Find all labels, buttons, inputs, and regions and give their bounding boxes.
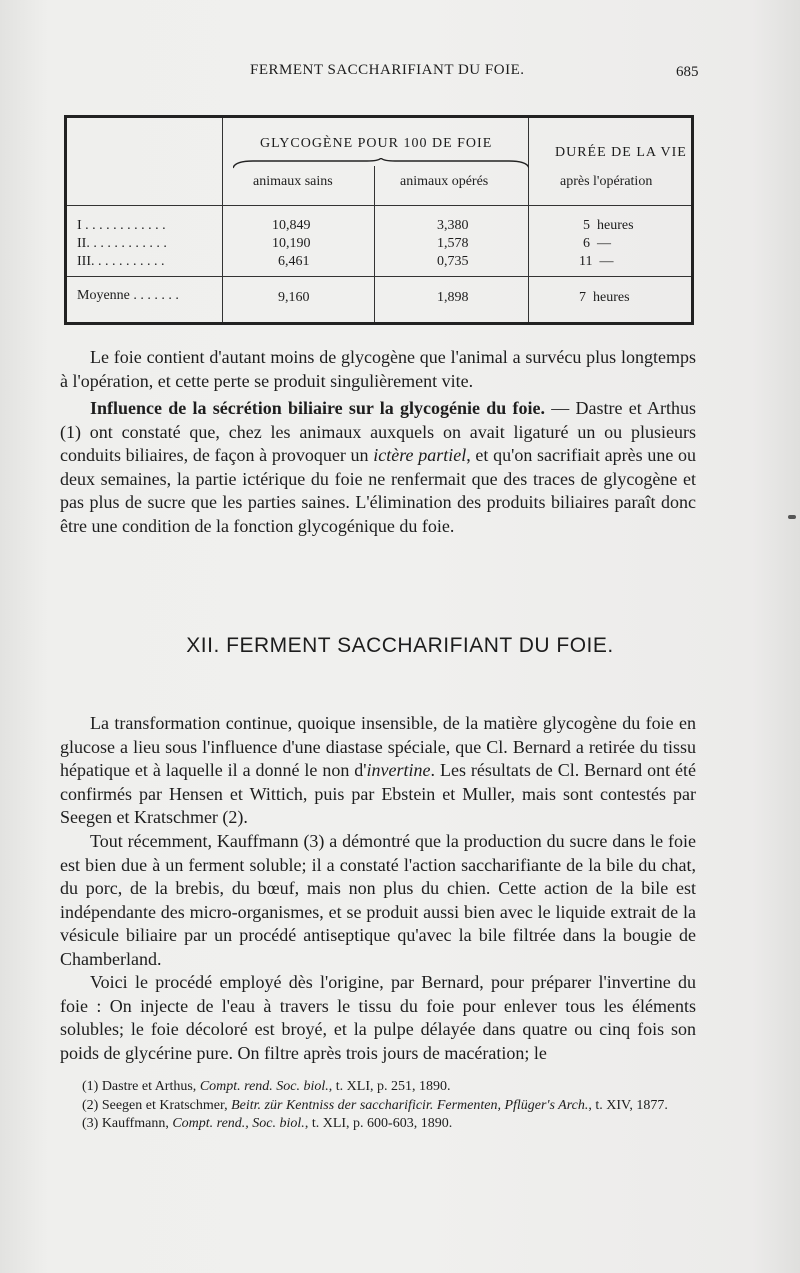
average-duration-value: 7 heures (579, 290, 630, 305)
paragraph-heading: Influence de la sécrétion biliaire sur la glycogénie du foie. (90, 398, 546, 418)
footnotes (60, 1078, 700, 1134)
average-operated-value: 1,898 (437, 290, 469, 305)
row-label: II. . . . . . . . . . . . (77, 236, 167, 251)
table-rule (67, 276, 691, 277)
page-number: 685 (676, 64, 699, 80)
col-duration-header: DURÉE DE LA VIE (555, 145, 687, 160)
col-operated-header: animaux opérés (400, 174, 489, 189)
table-divider (528, 118, 529, 322)
paragraph: Voici le procédé employé dès l'origine, par Bernard, pour préparer l'invertine du foie : On injecte de l'eau à travers le tissu du foie pour enlever tous les éléments solubles; le foie décoloré est broyé, et la pulpe délayée dans quatre ou cinq fois son poids de glycérine pure. On filtre après trois jours de macération; le (60, 972, 696, 1063)
row-operated-value: 1,578 (437, 236, 469, 251)
row-duration-value: 6 — (583, 236, 611, 251)
row-label: I . . . . . . . . . . . . (77, 218, 166, 233)
row-healthy-value: 10,849 (272, 218, 311, 233)
paragraph: Influence de la sécrétion biliaire sur la glycogénie du foie. — Dastre et Arthus (1) ont constaté que, chez les animaux auxquels on avait ligaturé un ou plusieurs conduits biliaires, de façon à provoquer un ictère partiel, et qu'on sacrifiait après une ou deux semaines, la partie ictérique du foie ne renfermait que des traces de glycogène et pas plus de sucre que les parties saines. L'élimination des produits biliaires paraît donc être une condition de la fonction glycogénique du foie. (60, 398, 697, 536)
footnote: (3) Kauffmann, Compt. rend., Soc. biol., t. XLI, p. 600-603, 1890. (82, 1116, 453, 1131)
footnote: (1) Dastre et Arthus, Compt. rend. Soc. biol., t. XLI, p. 251, 1890. (82, 1079, 451, 1094)
footnote: (2) Seegen et Kratschmer, Beitr. zür Kentniss der saccharificir. Fermenten, Pflüger's Arch., t. XIV, 1877. (82, 1097, 668, 1113)
table-divider (222, 118, 223, 322)
col-duration-subheader: après l'opération (560, 174, 653, 189)
row-operated-value: 0,735 (437, 254, 469, 269)
row-healthy-value: 6,461 (278, 254, 310, 269)
section-title: XII. FERMENT SACCHARIFIANT DU FOIE. (186, 634, 614, 657)
table-divider (374, 166, 375, 322)
margin-mark (788, 515, 796, 519)
row-operated-value: 3,380 (437, 218, 469, 233)
row-healthy-value: 10,190 (272, 236, 311, 251)
table-rule (67, 205, 691, 206)
average-healthy-value: 9,160 (278, 290, 310, 305)
brace-icon (233, 158, 529, 170)
row-duration-value: 11 — (579, 254, 614, 269)
running-title: FERMENT SACCHARIFIANT DU FOIE. (250, 62, 525, 78)
row-label: III. . . . . . . . . . . (77, 254, 165, 269)
average-label: Moyenne . . . . . . . (77, 288, 179, 303)
paragraph: Tout récemment, Kauffmann (3) a démontré que la production du sucre dans le foie est bien due à un ferment soluble; il a constaté l'action saccharifiante de la bile du chat, du porc, de la brebis, du bœuf, mais non plus du chien. Cette action de la bile est indépendante des micro-organismes, et se produit aussi bien avec le liquide extrait de la vésicule biliaire par un procédé antiseptique qu'avec la bile filtrée dans la bougie de Chamberland. (60, 831, 696, 969)
paragraph: Le foie contient d'autant moins de glycogène que l'animal a survécu plus longtemps à l'opération, et cette perte se produit singulièrement vite. (60, 347, 696, 391)
row-duration-value: 5 heures (583, 218, 634, 233)
col-healthy-header: animaux sains (253, 174, 333, 189)
group-header: GLYCOGÈNE POUR 100 DE FOIE (260, 136, 493, 151)
glycogen-table (64, 115, 694, 325)
paragraph: La transformation continue, quoique insensible, de la matière glycogène du foie en glucose a lieu sous l'influence d'une diastase spéciale, que Cl. Bernard a retirée du tissu hépatique et à laquelle il a donné le non d'invertine. Les résultats de Cl. Bernard ont été confirmés par Hensen et Wittich, puis par Ebstein et Muller, mais sont contestés par Seegen et Kratschmer (2). (60, 713, 696, 827)
